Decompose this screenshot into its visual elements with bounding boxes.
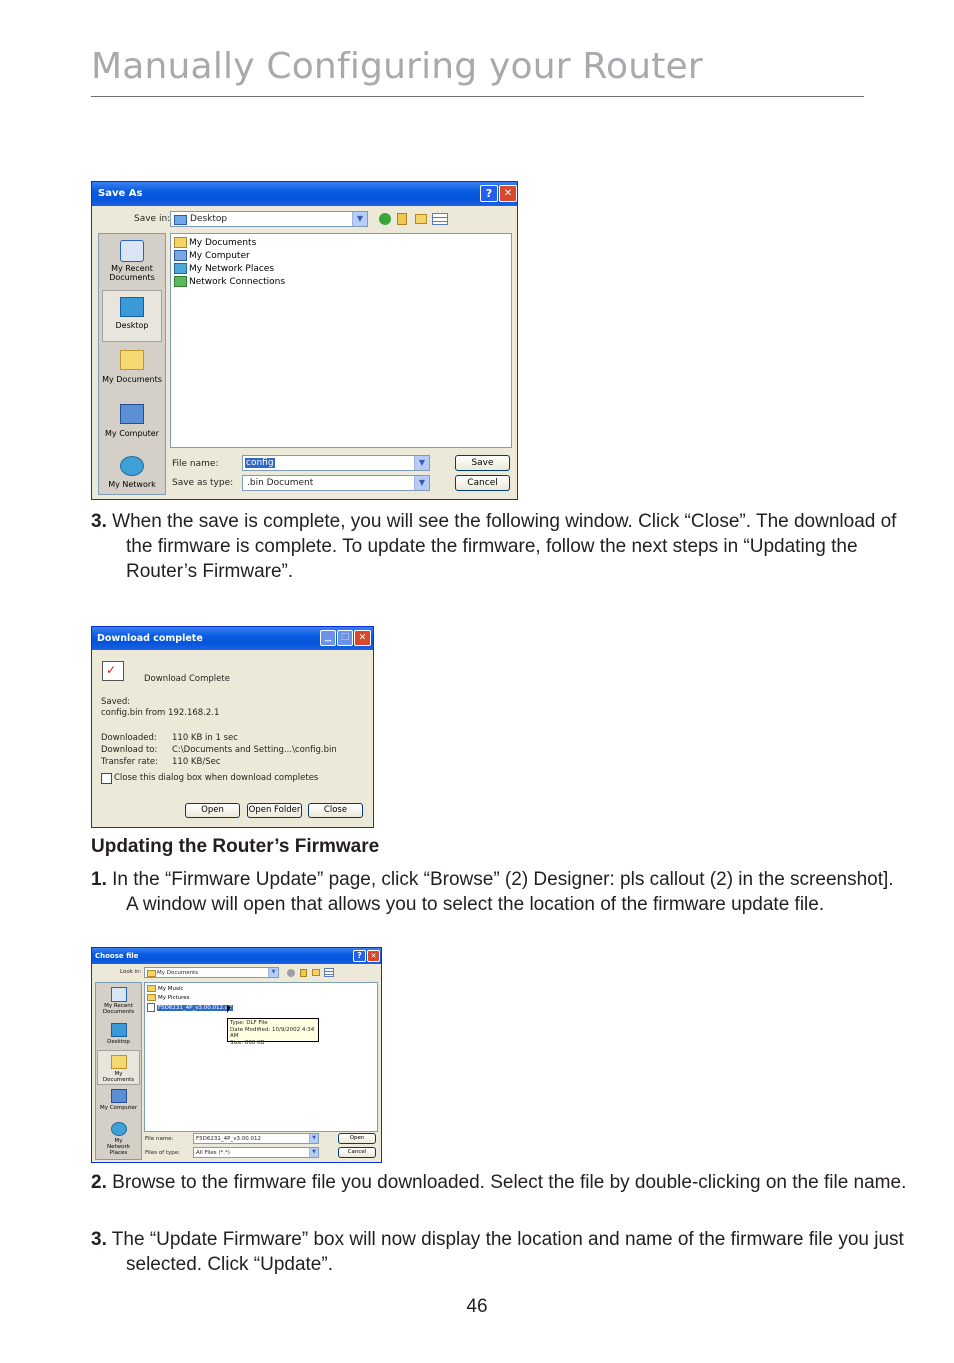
open-button[interactable]: Open [185,803,240,818]
computer-icon [174,250,187,261]
close-button[interactable]: ✕ [367,950,380,962]
download-complete-icon [102,661,124,681]
folder-icon [174,237,187,248]
chevron-down-icon[interactable]: ▼ [414,456,429,470]
file-name-value: F5D6231_4P_v3.00.012 [196,1136,261,1142]
file-list[interactable] [170,233,512,448]
help-button[interactable]: ? [480,185,498,202]
recent-documents-icon [120,240,144,262]
step-number: 3. [91,1229,107,1250]
my-network-icon [120,456,144,476]
close-dialog-button[interactable]: Close [308,803,363,818]
cancel-button[interactable]: Cancel [455,475,510,491]
tooltip-size: Size: 808 KB [230,1039,265,1046]
file-name-input[interactable] [242,455,430,471]
download-to-label: Download to: [101,745,158,755]
page-number: 46 [466,1296,488,1317]
open-folder-button[interactable]: Open Folder [247,803,302,818]
step-1-text [91,867,906,917]
places-my-documents[interactable]: My Documents [99,346,165,396]
file-type-select[interactable] [193,1147,319,1158]
recent-documents-icon [111,987,127,1002]
downloaded-label: Downloaded: [101,733,157,743]
transfer-rate-label: Transfer rate: [101,757,159,767]
save-type-value: .bin Document [247,478,314,488]
open-button[interactable]: Open [338,1133,376,1144]
downloaded-value: 110 KB in 1 sec [172,733,238,743]
cursor-icon [227,1005,231,1013]
step-3-download-text [91,509,906,584]
folder-icon [147,970,156,977]
places-bar [95,982,142,1160]
my-computer-icon [111,1089,127,1103]
save-as-dialog [91,181,518,500]
list-item[interactable]: My Pictures [147,994,190,1001]
step-number: 2. [91,1172,107,1193]
saved-label: Saved: [101,697,131,707]
title-divider [91,96,864,97]
network-icon [174,263,187,274]
desktop-icon [120,297,144,317]
file-name-input[interactable] [193,1133,319,1144]
save-as-titlebar [92,182,517,206]
places-bar [98,233,166,495]
back-icon[interactable] [287,969,295,977]
list-item[interactable]: My Computer [174,250,250,261]
cancel-button[interactable]: Cancel [338,1147,376,1158]
save-type-label: Save as type: [172,478,234,488]
step-number: 3. [91,511,107,532]
step-text: The “Update Firmware” box will now display the location and name of the firmware file you just selected. Click “Update”. [111,1229,904,1275]
places-recent-documents[interactable]: My Recent Documents [96,985,141,1019]
places-my-network[interactable]: My Network Places [96,1119,141,1159]
places-my-computer[interactable]: My Computer [96,1085,141,1117]
choose-file-title: Choose file [95,952,139,960]
places-my-computer[interactable]: My Computer [99,400,165,450]
save-type-select[interactable] [242,475,430,491]
step-2-text [91,1170,916,1195]
file-name-label: File name: [145,1136,174,1142]
my-computer-icon [120,404,144,424]
section-heading: Updating the Router’s Firmware [91,836,380,857]
look-in-value: My Documents [157,970,199,976]
up-folder-icon[interactable] [397,213,407,225]
close-button[interactable]: ✕ [499,185,517,202]
step-text: When the save is complete, you will see the following window. Click “Close”. The download of the firmware is complete. To update the firmware, follow the next steps in “Updating the Router’s Firmware”. [112,511,897,582]
save-button[interactable]: Save [455,455,510,471]
places-desktop[interactable]: Desktop [102,290,162,342]
views-menu-icon[interactable] [432,213,448,225]
back-icon[interactable] [379,213,391,225]
list-item[interactable]: My Music [147,985,183,992]
places-desktop[interactable]: Desktop [96,1019,141,1049]
folder-icon [147,994,156,1001]
tooltip-type: Type: DLF File [230,1020,268,1026]
choose-file-dialog [91,947,382,1163]
folder-icon [174,215,187,225]
places-my-network[interactable]: My Network [99,454,165,496]
new-folder-icon[interactable] [312,969,320,976]
minimize-icon: ▁ [320,630,336,646]
close-when-done-label: Close this dialog box when download completes [114,773,319,783]
download-heading: Download Complete [144,674,230,684]
chevron-down-icon[interactable]: ▼ [309,1148,318,1157]
list-item-selected[interactable]: F5D6231_4P_v3.00.012.dlf [147,1003,233,1012]
my-documents-icon [120,350,144,370]
file-type-value: All Files (*.*) [196,1150,230,1156]
download-complete-dialog [91,626,374,828]
download-to-value: C:\Documents and Setting...\config.bin [172,745,337,755]
step-number: 1. [91,869,107,890]
network-connections-icon [174,276,187,287]
page-title: Manually Configuring your Router [91,46,703,87]
up-folder-icon[interactable] [300,969,307,977]
step-text: In the “Firmware Update” page, click “Browse” (2) Designer: pls callout (2) in the screenshot]. A window will open that allows you to select the location of the firmware update file. [112,869,894,915]
desktop-icon [111,1023,127,1037]
save-in-select[interactable] [170,211,368,227]
file-type-label: Files of type: [145,1150,181,1156]
close-button[interactable]: ✕ [354,630,371,646]
look-in-select[interactable] [144,967,279,978]
chevron-down-icon[interactable]: ▼ [268,968,278,977]
file-name-value: config [246,458,274,468]
save-in-value: Desktop [190,214,228,224]
checkmark-icon: ✓ [106,663,117,677]
file-tooltip [227,1018,319,1046]
tooltip-modified: Date Modified: 10/9/2002 4:34 AM [230,1026,315,1039]
views-menu-icon[interactable] [324,968,334,977]
file-name-label: File name: [172,459,219,469]
places-recent-documents[interactable]: My Recent Documents [99,237,165,287]
close-when-done-checkbox[interactable] [101,773,112,784]
transfer-rate-value: 110 KB/Sec [172,757,221,767]
step-text: Browse to the firmware file you downloaded. Select the file by double-clicking on the file name. [112,1172,907,1193]
file-icon [147,1003,155,1012]
step-3-update-text [91,1227,906,1277]
places-my-documents[interactable]: My Documents [97,1050,140,1085]
my-documents-icon [111,1055,127,1069]
maximize-icon: □ [337,630,353,646]
save-as-title: Save As [98,188,143,199]
new-folder-icon[interactable] [415,214,427,224]
list-item[interactable]: My Network Places [174,263,274,274]
download-title: Download complete [97,633,203,644]
choose-file-titlebar [92,948,381,964]
look-in-label: Look in: [120,969,142,975]
save-in-label: Save in: [134,214,171,224]
saved-value: config.bin from 192.168.2.1 [101,708,220,718]
chevron-down-icon[interactable]: ▼ [352,212,367,226]
help-button[interactable]: ? [353,950,366,962]
file-list[interactable] [144,982,378,1132]
chevron-down-icon[interactable]: ▼ [309,1134,318,1143]
my-network-icon [111,1122,127,1136]
download-titlebar [92,627,373,650]
chevron-down-icon[interactable]: ▼ [414,476,429,490]
list-item[interactable]: Network Connections [174,276,285,287]
folder-icon [147,985,156,992]
list-item[interactable]: My Documents [174,237,256,248]
